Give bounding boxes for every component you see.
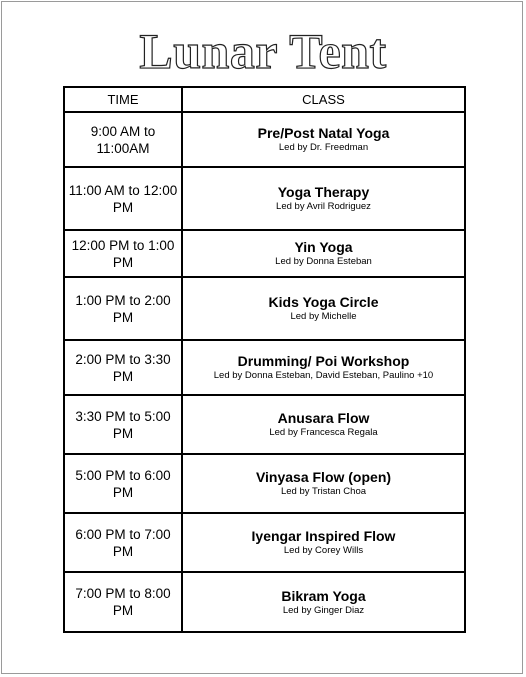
- class-name: Iyengar Inspired Flow: [251, 528, 396, 544]
- class-name: Vinyasa Flow (open): [255, 469, 392, 485]
- table-row: [64, 277, 465, 340]
- header-row: [64, 87, 465, 112]
- class-cell: [182, 454, 465, 513]
- class-leader: Led by Tristan Choa: [280, 486, 367, 497]
- time-cell: 3:30 PM to 5:00 PM: [64, 395, 182, 454]
- class-cell: [182, 513, 465, 572]
- table-row: [64, 340, 465, 395]
- class-leader: Led by Donna Esteban, David Esteban, Paulino +10: [213, 370, 434, 381]
- class-leader: Led by Donna Esteban: [275, 256, 372, 267]
- table-row: [64, 572, 465, 632]
- class-column-header: CLASS: [182, 87, 465, 112]
- schedule-table: [63, 86, 466, 633]
- time-cell: 11:00 AM to 12:00 PM: [64, 167, 182, 230]
- class-leader: Led by Dr. Freedman: [278, 142, 369, 153]
- class-name: Yin Yoga: [294, 239, 353, 255]
- time-cell: 5:00 PM to 6:00 PM: [64, 454, 182, 513]
- class-leader: Led by Avril Rodriguez: [276, 201, 371, 212]
- class-leader: Led by Michelle: [290, 311, 357, 322]
- class-name: Kids Yoga Circle: [268, 294, 379, 310]
- class-name: Yoga Therapy: [277, 184, 370, 200]
- class-name: Pre/Post Natal Yoga: [257, 125, 390, 141]
- time-cell: 6:00 PM to 7:00 PM: [64, 513, 182, 572]
- table-row: [64, 454, 465, 513]
- class-leader: Led by Corey Wills: [283, 545, 364, 556]
- table-row: [64, 167, 465, 230]
- table-row: [64, 112, 465, 167]
- class-leader: Led by Ginger Diaz: [282, 604, 365, 616]
- class-cell: [182, 572, 465, 632]
- time-cell: 9:00 AM to 11:00AM: [64, 112, 182, 167]
- time-cell: 12:00 PM to 1:00 PM: [64, 230, 182, 277]
- table-row: [64, 230, 465, 277]
- class-cell: [182, 167, 465, 230]
- time-cell: 7:00 PM to 8:00 PM: [64, 572, 182, 632]
- class-cell: [182, 340, 465, 395]
- class-cell: [182, 395, 465, 454]
- time-cell: 1:00 PM to 2:00 PM: [64, 277, 182, 340]
- time-cell: 2:00 PM to 3:30 PM: [64, 340, 182, 395]
- table-row: [64, 513, 465, 572]
- class-cell: [182, 277, 465, 340]
- class-name: Drumming/ Poi Workshop: [237, 353, 410, 369]
- class-cell: [182, 112, 465, 167]
- class-leader: Led by Francesca Regala: [269, 427, 378, 438]
- page-title: Lunar Tent: [139, 23, 387, 79]
- class-name: Anusara Flow: [277, 410, 370, 426]
- time-column-header: TIME: [64, 87, 182, 112]
- table-row: [64, 395, 465, 454]
- class-name: Bikram Yoga: [281, 587, 366, 604]
- class-cell: [182, 230, 465, 277]
